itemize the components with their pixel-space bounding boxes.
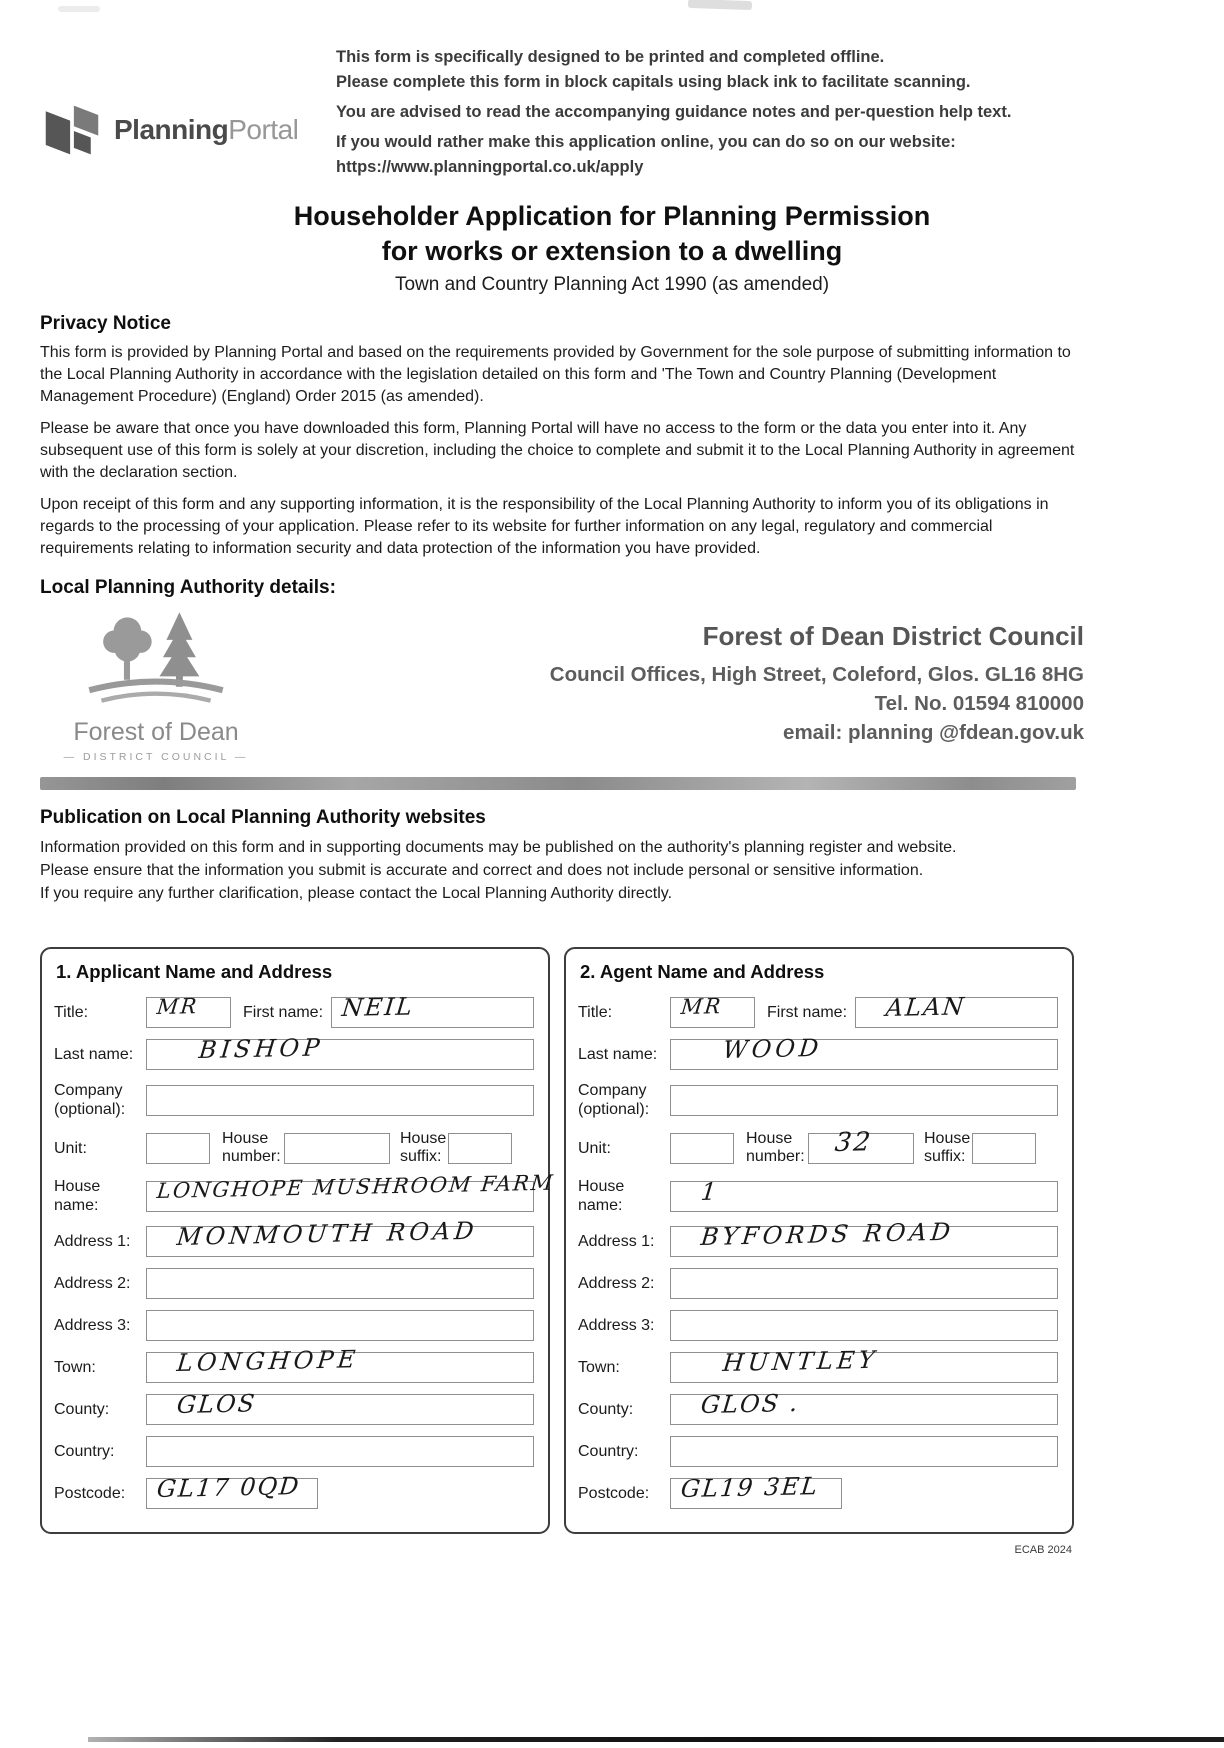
- note-line-2: Please complete this form in block capitals using black ink to facilitate scanning.: [336, 73, 971, 91]
- company-label: Company (optional):: [54, 1082, 126, 1118]
- agent-house-number-field: [808, 1126, 914, 1164]
- agent-company-row: [578, 1081, 1058, 1119]
- privacy-section: [40, 313, 1084, 560]
- agent-house-number-value: 32: [833, 1126, 874, 1158]
- applicant-address2-row: [54, 1268, 534, 1299]
- county-label: County:: [578, 1401, 634, 1418]
- brand-bold-text: Planning: [114, 113, 229, 145]
- agent-town-row: [578, 1345, 1058, 1383]
- name-address-boxes: [40, 947, 1074, 1534]
- scan-smudge: [58, 6, 100, 12]
- scan-artifact-bottom-line: [88, 1737, 1224, 1742]
- fod-logo-subtitle: — DISTRICT COUNCIL —: [63, 751, 249, 763]
- applicant-postcode-row: [54, 1471, 534, 1509]
- scan-artifact-bar: [40, 777, 1076, 790]
- lpa-address-block: [272, 607, 1084, 747]
- address1-label: Address 1:: [54, 1233, 131, 1250]
- lpa-email: email: planning @fdean.gov.uk: [783, 721, 1084, 744]
- agent-title-field: [670, 994, 755, 1028]
- agent-address2-row: [578, 1268, 1058, 1299]
- applicant-last-name-row: [54, 1033, 534, 1070]
- agent-box: [564, 947, 1074, 1534]
- applicant-house-suffix-field: [448, 1133, 512, 1164]
- applicant-house-name-field: [146, 1170, 556, 1212]
- house-suffix-label: House suffix:: [400, 1130, 447, 1165]
- agent-address2-field: [670, 1268, 1058, 1299]
- applicant-town-field: [146, 1345, 534, 1383]
- publication-heading: Publication on Local Planning Authority websites: [40, 807, 486, 828]
- applicant-county-field: [146, 1389, 534, 1425]
- note-line-1: This form is specifically designed to be printed and completed offline.: [336, 48, 885, 66]
- applicant-first-name-value: NEIL: [340, 992, 416, 1023]
- form-reference: ECAB 2024: [1014, 1544, 1072, 1556]
- agent-house-name-row: [578, 1177, 1058, 1215]
- applicant-town-value: LONGHOPE: [175, 1345, 361, 1378]
- last-name-label: Last name:: [54, 1046, 134, 1063]
- country-label: Country:: [578, 1443, 639, 1460]
- house-number-label: House number:: [222, 1130, 281, 1165]
- form-title-line2: for works or extension to a dwelling: [381, 236, 843, 266]
- first-name-label: First name:: [243, 1003, 324, 1021]
- first-name-label: First name:: [767, 1003, 848, 1021]
- agent-unit-row: [578, 1126, 1058, 1166]
- house-name-label: House name:: [578, 1178, 625, 1214]
- brand-light-text: Portal: [228, 113, 299, 145]
- address2-label: Address 2:: [54, 1275, 131, 1292]
- forest-of-dean-logo: [40, 607, 272, 763]
- applicant-address1-field: [146, 1216, 534, 1257]
- planning-portal-wordmark: [114, 114, 298, 146]
- agent-title-value: MR: [679, 994, 724, 1020]
- applicant-county-row: [54, 1389, 534, 1425]
- applicant-company-row: [54, 1081, 534, 1119]
- planning-portal-logo-icon: [40, 100, 104, 160]
- agent-address3-field: [670, 1310, 1058, 1341]
- agent-address1-value: BYFORDS ROAD: [699, 1217, 956, 1252]
- house-number-label: House number:: [746, 1130, 805, 1165]
- last-name-label: Last name:: [578, 1046, 658, 1063]
- agent-address1-field: [670, 1217, 1058, 1257]
- applicant-address1-row: [54, 1216, 534, 1257]
- agent-address1-row: [578, 1217, 1058, 1257]
- county-label: County:: [54, 1401, 110, 1418]
- applicant-address2-field: [146, 1268, 534, 1299]
- form-title-line1: Householder Application for Planning Permission: [293, 201, 931, 231]
- applicant-box: [40, 947, 556, 1534]
- applicant-heading: 1. Applicant Name and Address: [56, 961, 333, 982]
- privacy-paragraph-2: Please be aware that once you have downloaded this form, Planning Portal will have no access to the form or the data you enter into it. Any subsequent use of this form is solely at your discretion, including the choice to complete and submit it to the Local Planning Authority in agreement with the declaration section.: [40, 420, 1075, 481]
- unit-label: Unit:: [578, 1139, 611, 1157]
- company-label: Company (optional):: [578, 1082, 650, 1118]
- lpa-telephone: Tel. No. 01594 810000: [874, 692, 1084, 715]
- applicant-house-name-row: [54, 1170, 556, 1215]
- town-label: Town:: [578, 1359, 620, 1376]
- agent-country-row: [578, 1436, 1058, 1467]
- applicant-house-name-value: LONGHOPE MUSHROOM FARM: [155, 1170, 556, 1203]
- agent-postcode-field: [670, 1472, 842, 1509]
- agent-last-name-row: [578, 1033, 1058, 1070]
- note-line-3: You are advised to read the accompanying guidance notes and per-question help text.: [336, 103, 1012, 121]
- house-name-label: House name:: [54, 1178, 101, 1214]
- agent-town-field: [670, 1345, 1058, 1383]
- note-line-4: If you would rather make this application online, you can do so on our website:: [336, 133, 956, 151]
- applicant-unit-field: [146, 1133, 210, 1164]
- title-label: Title:: [578, 1004, 613, 1021]
- form-title: [0, 199, 1224, 296]
- agent-title-row: [578, 992, 1058, 1028]
- agent-heading: 2. Agent Name and Address: [580, 961, 825, 982]
- agent-postcode-row: [578, 1472, 1058, 1509]
- house-suffix-label: House suffix:: [924, 1130, 971, 1165]
- applicant-county-value: GLOS: [175, 1389, 258, 1420]
- applicant-address3-field: [146, 1310, 534, 1341]
- agent-first-name-value: ALAN: [884, 992, 968, 1023]
- town-label: Town:: [54, 1359, 96, 1376]
- agent-address3-row: [578, 1310, 1058, 1341]
- agent-county-value: GLOS .: [699, 1388, 801, 1420]
- applicant-address1-value: MONMOUTH ROAD: [175, 1216, 479, 1252]
- applicant-address3-row: [54, 1310, 534, 1341]
- form-title-subtitle: Town and Country Planning Act 1990 (as amended): [394, 274, 830, 295]
- address2-label: Address 2:: [578, 1275, 655, 1292]
- agent-postcode-value: GL19 3EL: [679, 1472, 821, 1504]
- applicant-unit-row: [54, 1130, 534, 1166]
- agent-town-value: HUNTLEY: [721, 1345, 880, 1378]
- agent-county-field: [670, 1388, 1058, 1425]
- applicant-town-row: [54, 1345, 534, 1383]
- applicant-title-value: MR: [155, 994, 200, 1020]
- portal-url: https://www.planningportal.co.uk/apply: [336, 158, 644, 176]
- agent-unit-field: [670, 1133, 734, 1164]
- address3-label: Address 3:: [578, 1317, 655, 1334]
- lpa-section: [40, 577, 1084, 763]
- privacy-heading: Privacy Notice: [40, 313, 171, 334]
- agent-first-name-field: [855, 992, 1058, 1028]
- lpa-council-name: Forest of Dean District Council: [702, 621, 1084, 651]
- applicant-country-field: [146, 1436, 534, 1467]
- agent-house-suffix-field: [972, 1133, 1036, 1164]
- applicant-title-row: [54, 992, 534, 1028]
- address3-label: Address 3:: [54, 1317, 131, 1334]
- publication-line-2: Please ensure that the information you submit is accurate and correct and does not include personal or sensitive information.: [40, 862, 924, 879]
- applicant-first-name-field: [331, 992, 534, 1028]
- lpa-row: [40, 607, 1084, 763]
- forest-of-dean-trees-icon: [71, 607, 241, 711]
- fod-logo-name: Forest of Dean: [73, 718, 239, 746]
- lpa-heading: Local Planning Authority details:: [40, 577, 336, 598]
- privacy-paragraph-1: This form is provided by Planning Portal and based on the requirements provided by Government for the sole purpose of submitting information to the Local Planning Authority in accordance with the legislation detailed on this form and 'The Town and Country Planning (Development Management Procedure) (England) Order 2015 (as amended).: [40, 344, 1071, 405]
- applicant-country-row: [54, 1436, 534, 1467]
- agent-county-row: [578, 1388, 1058, 1425]
- lpa-address: Council Offices, High Street, Coleford, Glos. GL16 8HG: [549, 663, 1084, 686]
- applicant-postcode-value: GL17 0QD: [155, 1471, 302, 1504]
- privacy-paragraph-3: Upon receipt of this form and any supporting information, it is the responsibility of the Local Planning Authority to inform you of its obligations in regards to the processing of your application. Please refer to its website for further information on any legal, regulatory and commercial requirements relating to information security and data protection of the information you have provided.: [40, 496, 1049, 557]
- applicant-postcode-field: [146, 1471, 318, 1509]
- agent-country-field: [670, 1436, 1058, 1467]
- agent-last-name-field: [670, 1033, 1058, 1070]
- postcode-label: Postcode:: [578, 1485, 650, 1502]
- applicant-last-name-field: [146, 1033, 534, 1070]
- applicant-company-field: [146, 1085, 534, 1116]
- applicant-title-field: [146, 994, 231, 1028]
- applicant-house-number-field: [284, 1133, 390, 1164]
- country-label: Country:: [54, 1443, 115, 1460]
- publication-line-3: If you require any further clarification, please contact the Local Planning Authority directly.: [40, 885, 673, 902]
- unit-label: Unit:: [54, 1139, 87, 1157]
- publication-line-1: Information provided on this form and in supporting documents may be published on the authority's planning register and website.: [40, 839, 957, 856]
- header: [0, 0, 1224, 181]
- applicant-last-name-value: BISHOP: [197, 1033, 325, 1065]
- agent-house-name-field: [670, 1177, 1058, 1212]
- agent-last-name-value: WOOD: [721, 1033, 824, 1065]
- postcode-label: Postcode:: [54, 1485, 126, 1502]
- address1-label: Address 1:: [578, 1233, 655, 1250]
- header-notes: [336, 44, 1162, 181]
- agent-company-field: [670, 1085, 1058, 1116]
- agent-house-name-value: 1: [699, 1177, 720, 1206]
- planning-portal-brand: [40, 44, 336, 181]
- publication-section: [40, 807, 1084, 905]
- title-label: Title:: [54, 1004, 89, 1021]
